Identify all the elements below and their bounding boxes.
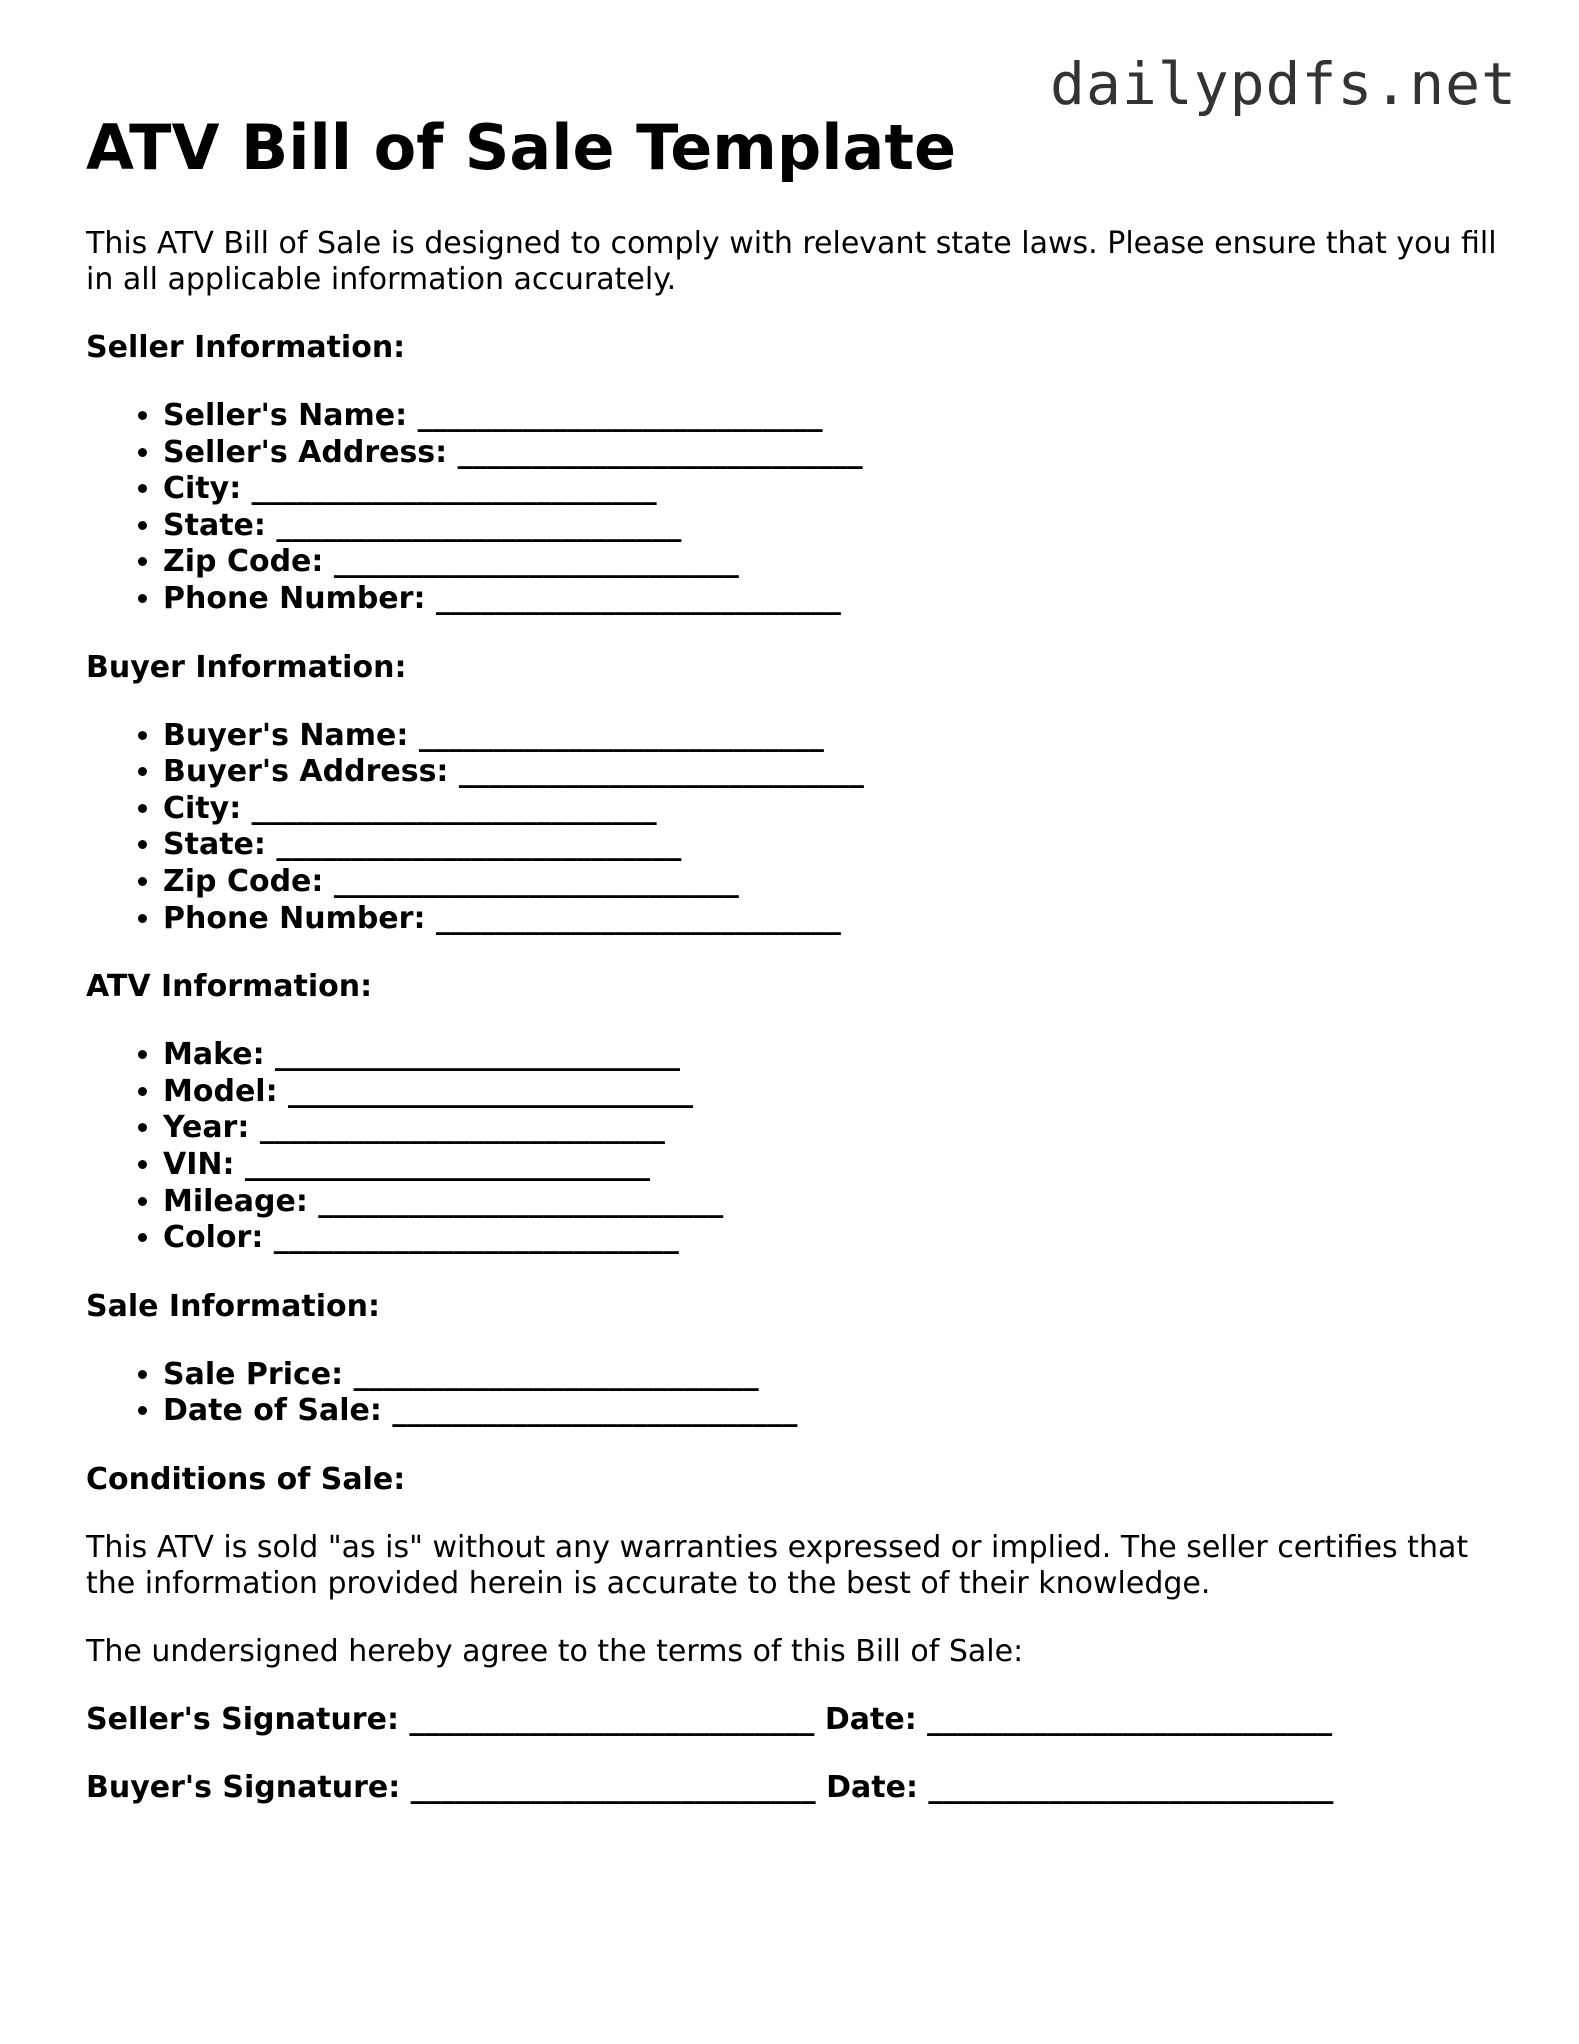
sale-price-field[interactable]: ___________________________: [353, 1356, 759, 1392]
seller-section-heading: Seller Information:: [86, 330, 406, 365]
atv-section-heading: ATV Information:: [86, 969, 373, 1005]
list-item: [163, 544, 1506, 581]
sale-date-field[interactable]: ___________________________: [392, 1393, 798, 1429]
page-title: ATV Bill of Sale Template: [86, 111, 957, 184]
atv-vin-field[interactable]: ___________________________: [244, 1146, 650, 1182]
document: [86, 0, 1506, 1806]
seller-signature-line: [86, 1702, 1506, 1738]
buyer-phone-field[interactable]: ___________________________: [435, 900, 841, 936]
list-item: [163, 1110, 1506, 1147]
atv-mileage-label: Mileage:: [163, 1183, 308, 1219]
list-item: [163, 398, 1506, 435]
conditions-paragraph: This ATV is sold "as is" without any warranties expressed or implied. The seller certifies that the information provided herein is accurate to the best of their knowledge.: [86, 1529, 1469, 1601]
sale-date-label: Date of Sale:: [163, 1393, 382, 1429]
list-item: [163, 508, 1506, 545]
seller-state-label: State:: [163, 507, 266, 543]
sale-section-heading: Sale Information:: [86, 1288, 380, 1324]
list-item: [163, 1074, 1506, 1111]
list-item: [163, 1037, 1506, 1074]
buyer-address-label: Buyer's Address:: [163, 754, 449, 790]
buyer-zip-label: Zip Code:: [163, 863, 324, 899]
atv-mileage-field[interactable]: ___________________________: [318, 1183, 724, 1219]
list-item: [163, 901, 1506, 938]
buyer-fields-list: [86, 718, 1506, 938]
buyer-state-label: State:: [163, 827, 266, 863]
list-item: [163, 718, 1506, 755]
list-item: [163, 1393, 1506, 1430]
atv-make-label: Make:: [163, 1037, 265, 1073]
watermark: dailypdfs.net: [1050, 50, 1517, 118]
buyer-phone-label: Phone Number:: [163, 900, 426, 936]
seller-address-field[interactable]: ___________________________: [457, 434, 863, 470]
atv-year-field[interactable]: ___________________________: [259, 1110, 665, 1146]
atv-model-label: Model:: [163, 1073, 278, 1109]
list-item: [163, 1220, 1506, 1257]
list-item: [163, 435, 1506, 472]
seller-city-label: City:: [163, 471, 242, 507]
buyer-signature-line: [86, 1770, 1506, 1806]
atv-color-label: Color:: [163, 1220, 264, 1256]
agreement-paragraph: The undersigned hereby agree to the terms of this Bill of Sale:: [86, 1633, 1024, 1669]
seller-fields-list: [86, 398, 1506, 618]
sale-price-label: Sale Price:: [163, 1356, 344, 1392]
seller-signature-field[interactable]: ___________________________: [409, 1701, 815, 1737]
list-item: [163, 471, 1506, 508]
buyer-city-field[interactable]: ___________________________: [251, 790, 657, 826]
conditions-section-heading: Conditions of Sale:: [86, 1461, 406, 1497]
seller-phone-field[interactable]: ___________________________: [435, 580, 841, 616]
buyer-name-label: Buyer's Name:: [163, 717, 409, 753]
seller-city-field[interactable]: ___________________________: [251, 471, 657, 507]
list-item: [163, 1357, 1506, 1394]
seller-zip-field[interactable]: ___________________________: [333, 544, 739, 580]
buyer-state-field[interactable]: ___________________________: [276, 827, 682, 863]
list-item: [163, 581, 1506, 618]
intro-paragraph: This ATV Bill of Sale is designed to comply with relevant state laws. Please ensure that you fill in all applicable information accurately.: [86, 226, 1497, 297]
buyer-zip-field[interactable]: ___________________________: [333, 863, 739, 899]
atv-model-field[interactable]: ___________________________: [288, 1073, 694, 1109]
buyer-section-heading: Buyer Information:: [86, 649, 407, 685]
seller-zip-label: Zip Code:: [163, 544, 324, 580]
atv-make-field[interactable]: ___________________________: [275, 1037, 681, 1073]
buyer-date-label: Date:: [826, 1769, 918, 1805]
atv-year-label: Year:: [163, 1110, 250, 1146]
list-item: [163, 1184, 1506, 1221]
atv-fields-list: [86, 1037, 1506, 1257]
seller-phone-label: Phone Number:: [163, 580, 426, 616]
list-item: [163, 864, 1506, 901]
atv-vin-label: VIN:: [163, 1146, 235, 1182]
buyer-address-field[interactable]: ___________________________: [458, 754, 864, 790]
buyer-signature-field[interactable]: ___________________________: [410, 1769, 816, 1805]
buyer-city-label: City:: [163, 790, 242, 826]
buyer-signature-label: Buyer's Signature:: [86, 1769, 401, 1805]
seller-date-label: Date:: [824, 1701, 917, 1737]
seller-name-label: Seller's Name:: [163, 398, 408, 433]
sale-fields-list: [86, 1357, 1506, 1430]
seller-name-field[interactable]: ___________________________: [417, 398, 823, 433]
list-item: [163, 1147, 1506, 1184]
atv-color-field[interactable]: ___________________________: [273, 1220, 679, 1256]
list-item: [163, 791, 1506, 828]
seller-state-field[interactable]: ___________________________: [276, 507, 682, 543]
list-item: [163, 754, 1506, 791]
buyer-date-field[interactable]: ___________________________: [928, 1769, 1334, 1805]
seller-address-label: Seller's Address:: [163, 434, 448, 470]
seller-date-field[interactable]: ___________________________: [927, 1701, 1333, 1737]
buyer-name-field[interactable]: ___________________________: [418, 717, 824, 753]
seller-signature-label: Seller's Signature:: [86, 1701, 399, 1737]
list-item: [163, 827, 1506, 864]
